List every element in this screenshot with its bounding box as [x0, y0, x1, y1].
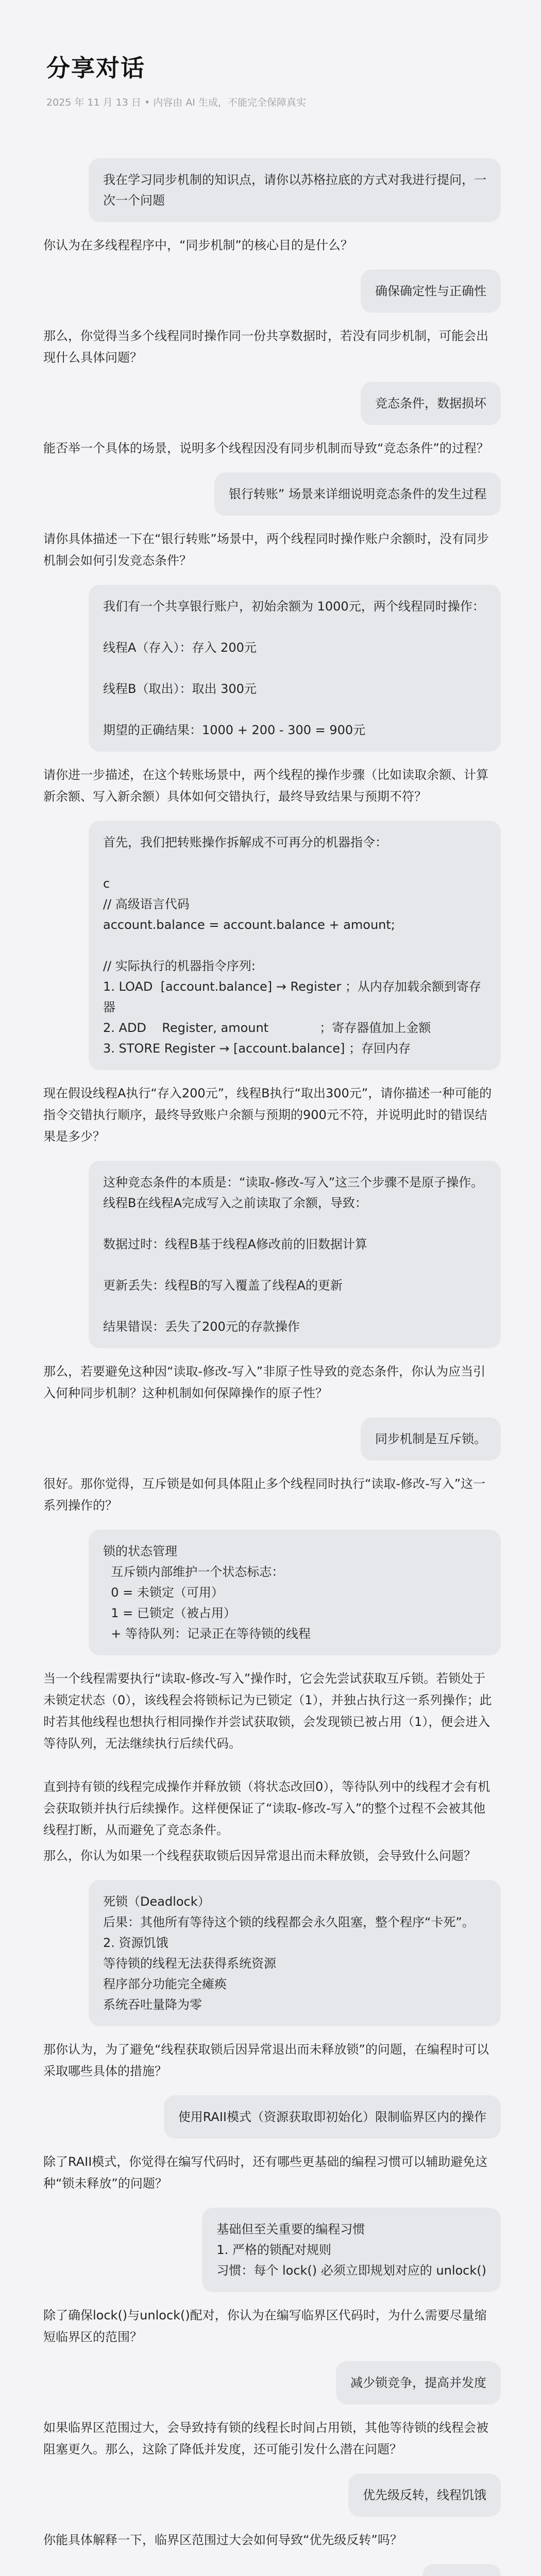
user-message-bubble: 首先，我们把转账操作拆解成不可再分的机器指令： c // 高级语言代码 account.balance = account.balance + amount; // 实际执行的机器指令序列: 1. LOAD [account.balance] → Register ；从内存加载余额到寄存器 2. ADD Register, amount ；寄存器值加上金额 3. STORE Register → [account.balance] ；存回内存: [89, 821, 501, 1070]
user-message: [40, 821, 501, 1070]
user-message: [40, 158, 501, 222]
assistant-message: 现在假设线程A执行“存入200元”，线程B执行“取出300元”，请你描述一种可能的指令交错执行顺序，最终导致账户余额与预期的900元不符，并说明此时的错误结果是多少？: [43, 1086, 492, 1144]
assistant-message: 那么，你觉得当多个线程同时操作同一份共享数据时，若没有同步机制，可能会出现什么具体问题？: [43, 329, 488, 365]
user-message-bubble: 优先级反转，线程饥饿: [348, 2473, 501, 2517]
assistant-message: 当一个线程需要执行“读取-修改-写入”操作时，它会先尝试获取互斥锁。若锁处于未锁定状态（0），该线程会将锁标记为已锁定（1），并独占执行这一系列操作；此时若其他线程也想执行相同操作并尝试获取锁，会发现锁已被占用（1），便会进入等待队列，无法继续执行后续代码。 直到持有锁的线程完成操作并释放锁（将状态改回0），等待队列中的线程才会有机会获取锁并执行后续操作。这样便保证了“读取-修改-写入”的整个过程不会被其他线程打断，从而避免了竞态条件。: [43, 1671, 492, 1837]
user-message-bubble: 我们有一个共享银行账户，初始余额为 1000元，两个线程同时操作： 线程A（存入）：存入 200元 线程B（取出）：取出 300元 期望的正确结果：1000 + 200 - 300 = 900元: [89, 585, 501, 752]
page-header: [0, 0, 541, 124]
assistant-message: 请你进一步描述，在这个转账场景中，两个线程的操作步骤（比如读取余额、计算新余额、写入新余额）具体如何交错执行，最终导致结果与预期不符？: [43, 768, 488, 804]
user-message-bubble: 确保确定性与正确性: [361, 269, 501, 313]
assistant-message: 你认为在多线程程序中，“同步机制”的核心目的是什么？: [43, 238, 353, 252]
assistant-message: 请你具体描述一下在“银行转账”场景中，两个线程同时操作账户余额时，没有同步机制会如何引发竞态条件？: [43, 532, 489, 568]
assistant-message: 能否举一个具体的场景，说明多个线程因没有同步机制而导致“竞态条件”的过程？: [43, 441, 489, 455]
user-message: [40, 1880, 501, 2026]
user-message-bubble: 竞态条件，数据损坏: [361, 382, 501, 425]
assistant-message: 那么，你认为如果一个线程获取锁后因异常退出而未释放锁，会导致什么问题？: [43, 1849, 476, 1863]
user-message: [40, 585, 501, 752]
assistant-message: 很好。那你觉得，互斥锁是如何具体阻止多个线程同时执行“读取-修改-写入”这一系列操作的？: [43, 1477, 486, 1513]
assistant-message: 如果临界区范围过大，会导致持有锁的线程长时间占用锁，其他等待锁的线程会被阻塞更久。那么，这除了降低并发度，还可能引发什么潜在问题？: [43, 2420, 488, 2456]
user-message-bubble: 锁的状态管理 互斥锁内部维护一个状态标志： 0 = 未锁定（可用） 1 = 已锁定（被占用） + 等待队列：记录正在等待锁的线程: [89, 1530, 501, 1655]
user-message-bubble: 减少锁竞争，提高并发度: [336, 2361, 501, 2404]
user-message: [40, 2473, 501, 2517]
assistant-message: 除了RAII模式，你觉得在编写代码时，还有哪些更基础的编程习惯可以辅助避免这种“锁未释放”的问题？: [43, 2155, 488, 2191]
user-message: [40, 2564, 501, 2576]
user-message: [40, 2095, 501, 2139]
user-message-bubble: 基础但至关重要的编程习惯 1. 严格的锁配对规则 习惯：每个 lock() 必须立即规划对应的 unlock(): [202, 2208, 501, 2292]
user-message-bubble: 同步机制是互斥锁。: [361, 1417, 501, 1461]
user-message-bubble: 银行转账” 场景来详细说明竞态条件的发生过程: [214, 472, 501, 516]
page-meta: 2025 年 11 月 13 日 • 内容由 AI 生成，不能完全保障真实: [46, 97, 306, 108]
assistant-message: 那你认为，为了避免“线程获取锁后因异常退出而未释放锁”的问题，在编程时可以采取哪些具体的措施？: [43, 2042, 489, 2078]
user-message-bubble: [422, 2564, 501, 2576]
assistant-message: 那么，若要避免这种因“读取-修改-写入”非原子性导致的竞态条件，你认为应当引入何种同步机制？这种机制如何保障操作的原子性？: [43, 1364, 486, 1400]
user-message-bubble: 使用RAII模式（资源获取即初始化）限制临界区内的操作: [164, 2095, 501, 2139]
conversation: [0, 124, 541, 2576]
user-message: [40, 1161, 501, 1348]
page-title: 分享对话: [46, 54, 145, 82]
assistant-message: 你能具体解释一下，临界区范围过大会如何导致“优先级反转”吗？: [43, 2533, 402, 2547]
user-message: [40, 2208, 501, 2292]
user-message: [40, 269, 501, 313]
user-message: [40, 2361, 501, 2404]
user-message-bubble: 这种竞态条件的本质是：“读取-修改-写入”这三个步骤不是原子操作。线程B在线程A完成写入之前读取了余额，导致： 数据过时：线程B基于线程A修改前的旧数据计算 更新丢失：线程B的写入覆盖了线程A的更新 结果错误：丢失了200元的存款操作: [89, 1161, 501, 1348]
user-message: [40, 1417, 501, 1461]
user-message-bubble: 我在学习同步机制的知识点，请你以苏格拉底的方式对我进行提问，一次一个问题: [89, 158, 501, 222]
user-message: [40, 382, 501, 425]
assistant-message: 除了确保lock()与unlock()配对，你认为在编写临界区代码时，为什么需要尽量缩短临界区的范围？: [43, 2308, 487, 2344]
user-message-bubble: 死锁（Deadlock） 后果：其他所有等待这个锁的线程都会永久阻塞，整个程序“卡死”。 2. 资源饥饿 等待锁的线程无法获得系统资源 程序部分功能完全瘫痪 系统吞吐量降为零: [89, 1880, 501, 2026]
user-message: [40, 472, 501, 516]
user-message: [40, 1530, 501, 1655]
